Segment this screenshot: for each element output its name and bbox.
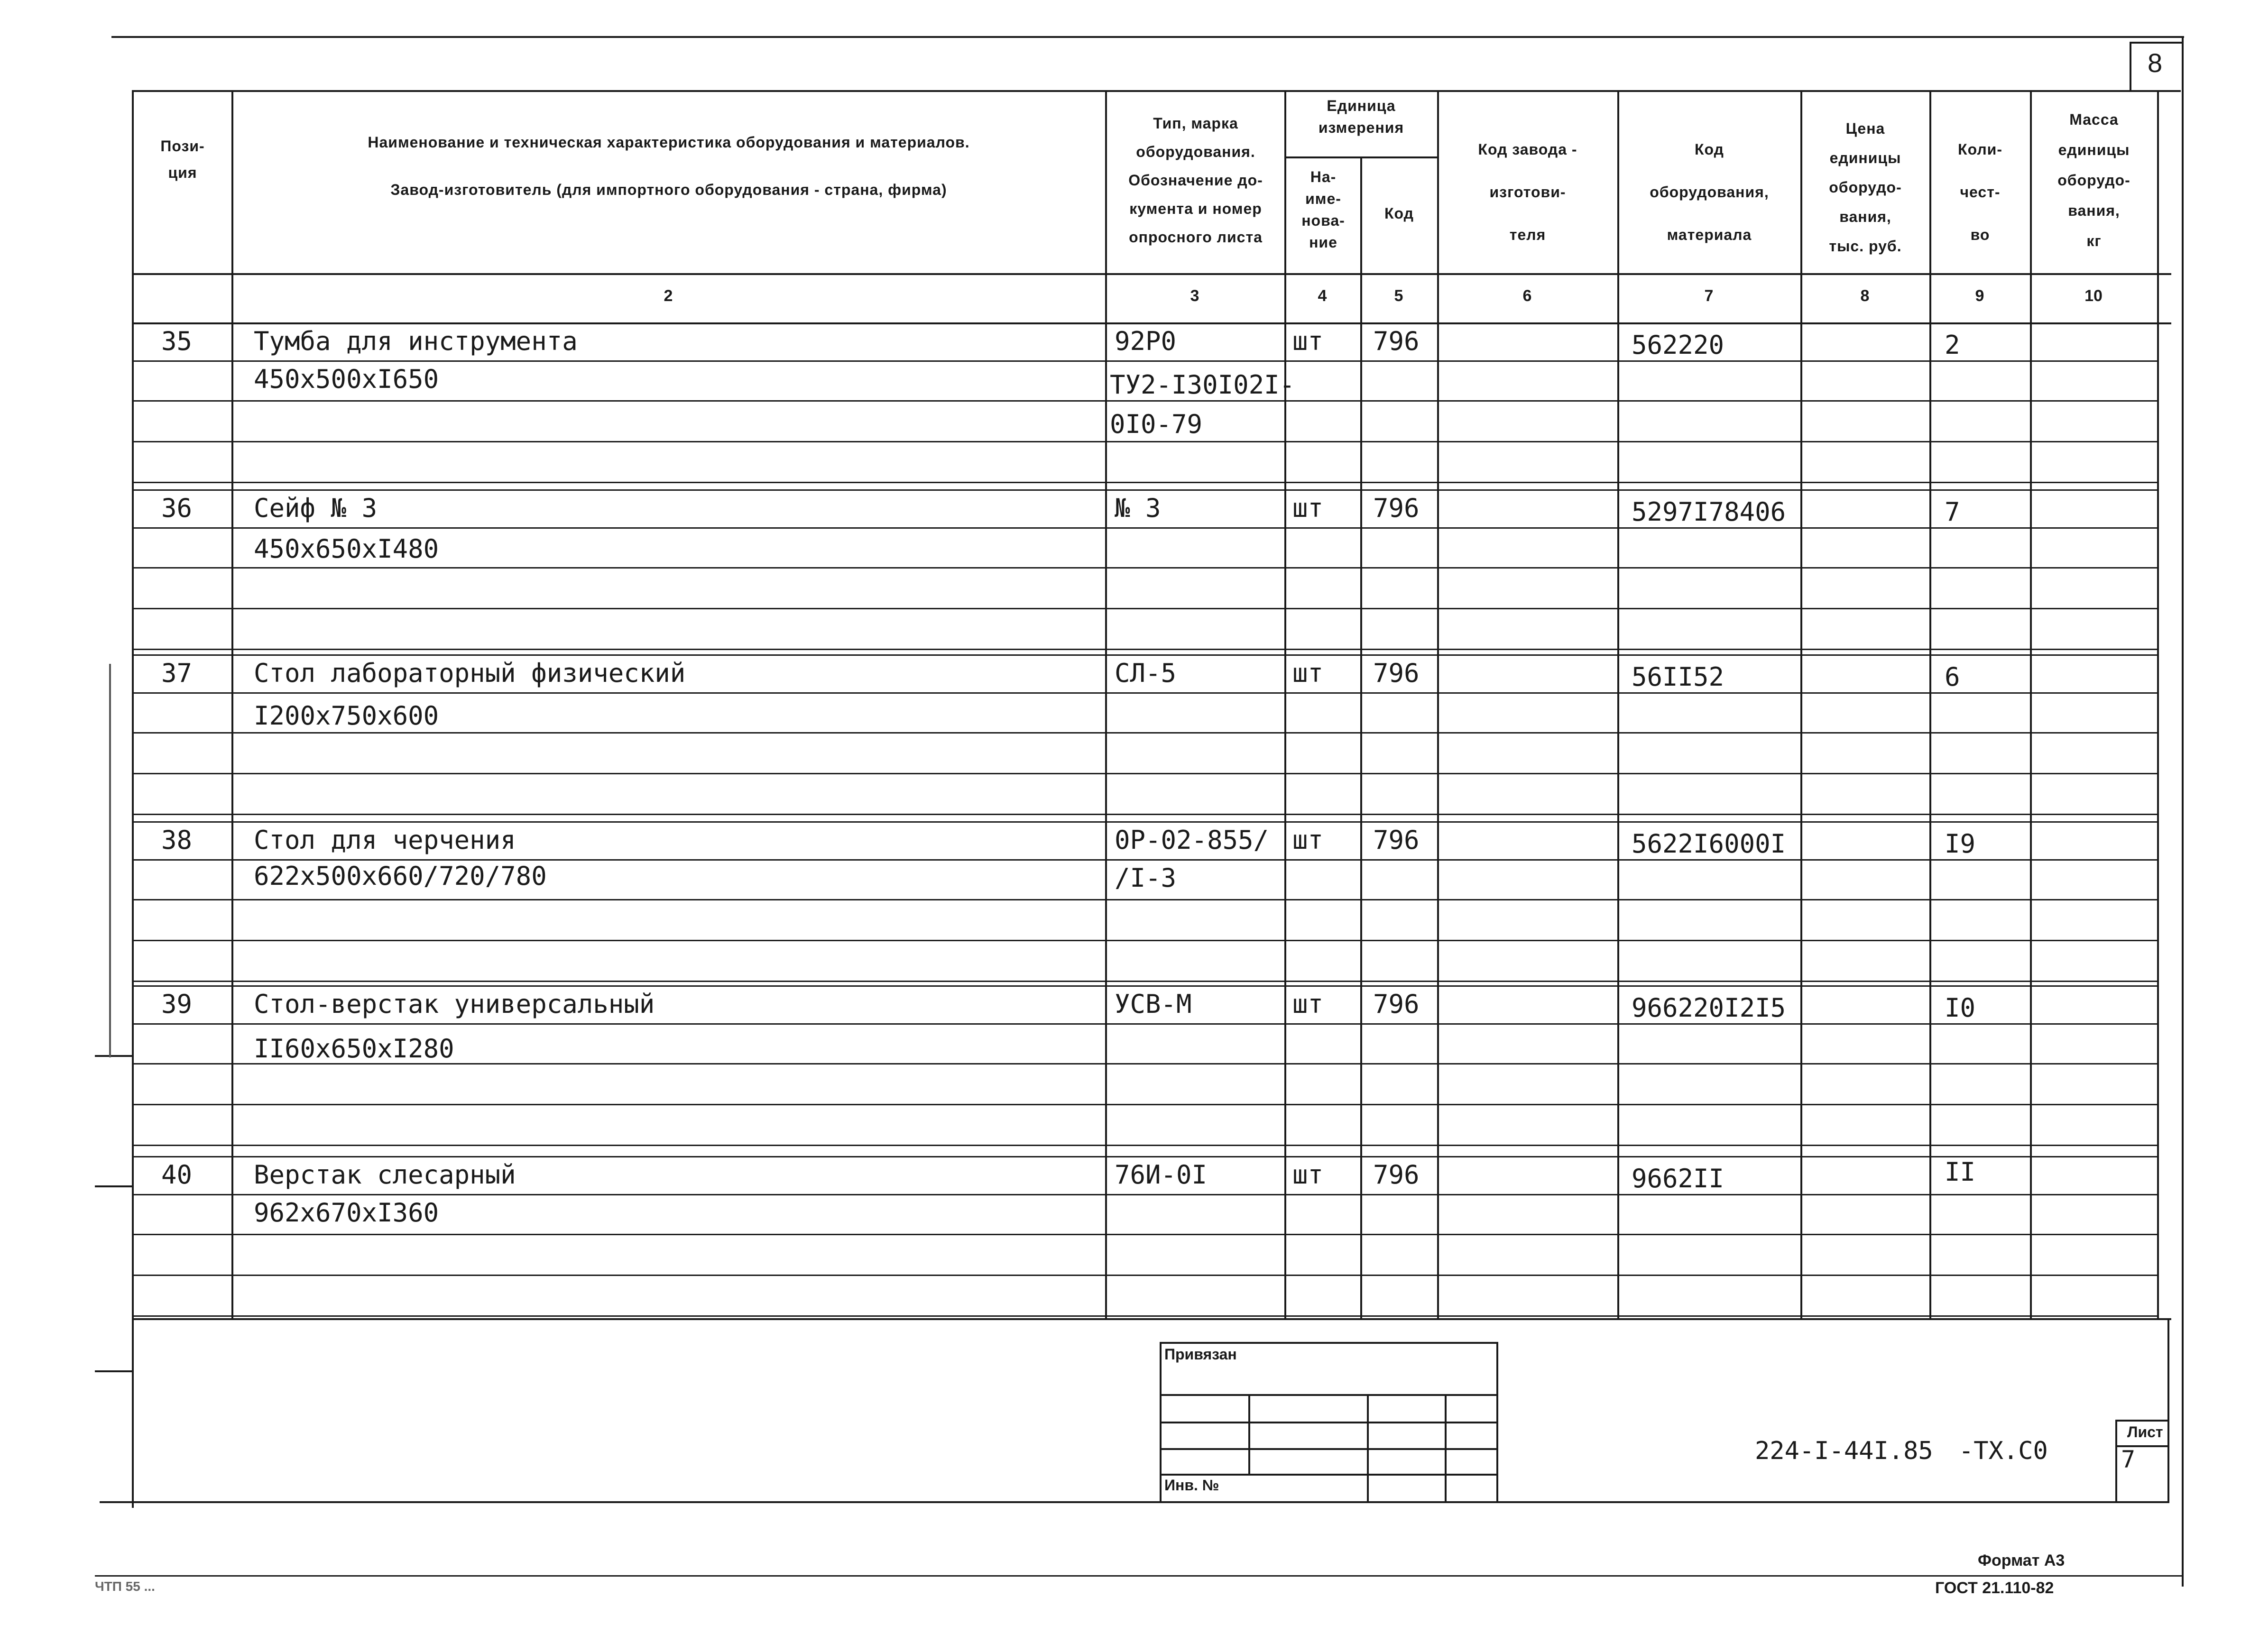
row-unit: шт <box>1292 326 1324 356</box>
col-line-4 <box>1360 156 1362 1318</box>
colnum-3: 3 <box>1190 287 1199 305</box>
row-quantity: II <box>1945 1157 1976 1187</box>
row-separator <box>132 1023 2158 1025</box>
colnum-4: 4 <box>1318 287 1327 305</box>
list-number: 7 <box>2121 1446 2136 1473</box>
header-material-code: Код оборудования, материала <box>1650 141 1769 243</box>
row-dimensions: I200x750x600 <box>254 701 439 731</box>
col-line-7 <box>1800 90 1802 1318</box>
col-line-5 <box>1437 90 1439 1318</box>
row-separator <box>132 692 2158 694</box>
stamp-v3 <box>1445 1394 1447 1501</box>
header-maker-code: Код завода - изготови- теля <box>1478 141 1577 243</box>
row-name: Тумба для инструмента <box>254 326 578 356</box>
row-name: Стол лабораторный физический <box>254 658 686 688</box>
row-separator <box>132 1275 2158 1276</box>
right-frame <box>2182 36 2184 1587</box>
row-unit-code: 796 <box>1373 658 1420 688</box>
header-position: Пози- ция <box>160 138 205 181</box>
page-box-left <box>2130 42 2131 92</box>
row-type-doc-2: 0I0-79 <box>1110 409 1203 439</box>
row-unit: шт <box>1292 493 1324 523</box>
table-left <box>132 90 134 1508</box>
frame-right-lower <box>2167 1318 2169 1503</box>
row-quantity: 7 <box>1945 497 1960 527</box>
col-line-6 <box>1617 90 1619 1318</box>
margin-mark-2 <box>95 1370 133 1372</box>
row-separator <box>132 1104 2158 1105</box>
row-type: № 3 <box>1115 493 1161 523</box>
row-dimensions: 450x500xI650 <box>254 364 439 394</box>
list-box-top <box>2115 1420 2167 1422</box>
row-name: Стол для черчения <box>254 825 516 855</box>
col-line-2 <box>1105 90 1107 1318</box>
row-material-code: 562220 <box>1632 330 1725 360</box>
row-separator <box>132 649 2158 650</box>
frame-bottom <box>100 1501 2169 1503</box>
row-dimensions: 622x500x660/720/780 <box>254 861 547 891</box>
footer-rule <box>95 1575 2182 1577</box>
row-unit-code: 796 <box>1373 326 1420 356</box>
row-type-doc: ТУ2-I30I02I- <box>1110 370 1295 400</box>
stamp-h2 <box>1160 1422 1498 1423</box>
header-unit-code: Код <box>1384 205 1414 222</box>
col-line-9 <box>2030 90 2032 1318</box>
colnum-2: 2 <box>664 287 673 305</box>
stamp-inv-label: Инв. № <box>1164 1477 1219 1494</box>
row-position: 35 <box>161 326 193 356</box>
header-name-line1: Наименование и техническая характеристика оборудования и материалов. <box>368 134 970 151</box>
row-separator <box>132 981 2158 982</box>
row-type: 92P0 <box>1115 326 1177 356</box>
header-type: Тип, марка оборудования. Обозначение до- кумента и номер опросного листа <box>1128 115 1263 246</box>
header-unit-name: На- име- нова- ние <box>1301 168 1345 251</box>
row-type: 0P-02-855/ <box>1115 825 1269 855</box>
row-position: 39 <box>161 989 193 1019</box>
document-suffix: -ТХ.С0 <box>1959 1437 2048 1465</box>
footer-left-stamp: ЧТП 55 ... <box>95 1579 155 1594</box>
row-material-code: 5297I78406 <box>1632 497 1786 527</box>
row-separator <box>132 940 2158 941</box>
document-code: 224-I-44I.85 <box>1755 1437 1933 1465</box>
top-rule <box>111 36 2184 38</box>
gost-label: ГОСТ 21.110-82 <box>1935 1579 2054 1597</box>
stamp-v2 <box>1367 1394 1369 1501</box>
header-mass: Масса единицы оборудо- вания, кг <box>2057 111 2130 249</box>
row-unit: шт <box>1292 989 1324 1019</box>
row-separator <box>132 1145 2158 1146</box>
col-line-1 <box>231 90 233 1318</box>
row-position: 38 <box>161 825 193 855</box>
row-unit-code: 796 <box>1373 989 1420 1019</box>
margin-mark-1 <box>95 1185 133 1187</box>
row-name: Сейф № 3 <box>254 493 378 523</box>
row-separator <box>132 899 2158 900</box>
stamp-privyazan-label: Привязан <box>1164 1346 1237 1363</box>
row-unit: шт <box>1292 658 1324 688</box>
row-quantity: 2 <box>1945 330 1960 360</box>
row-separator <box>132 1315 2158 1317</box>
header-name-line2: Завод-изготовитель (для импортного оборудования - страна, фирма) <box>390 181 947 198</box>
list-label: Лист <box>2127 1423 2163 1441</box>
header-bottom <box>132 273 2171 275</box>
row-position: 40 <box>161 1160 193 1190</box>
row-dimensions: 962x670xI360 <box>254 1198 439 1228</box>
row-unit-code: 796 <box>1373 825 1420 855</box>
row-material-code: 5622I6000I <box>1632 829 1786 859</box>
row-quantity: I9 <box>1945 829 1976 859</box>
header-unit: Единица измерения <box>1318 97 1404 136</box>
header-price: Цена единицы оборудо- вания, тыс. руб. <box>1829 120 1902 255</box>
margin-mark-3 <box>95 1055 133 1057</box>
table-top <box>132 90 2181 92</box>
row-quantity: I0 <box>1945 993 1976 1023</box>
row-dimensions: 450x650xI480 <box>254 534 439 564</box>
format-label: Формат А3 <box>1978 1551 2065 1569</box>
col-line-10 <box>2157 90 2159 1318</box>
row-type: УСВ-М <box>1115 989 1192 1019</box>
colnum-9: 9 <box>1975 287 1984 305</box>
colnum-6: 6 <box>1522 287 1532 305</box>
row-separator <box>132 527 2158 529</box>
row-separator <box>132 608 2158 609</box>
row-material-code: 9662II <box>1632 1164 1725 1193</box>
colnum-5: 5 <box>1394 287 1403 305</box>
row-unit-code: 796 <box>1373 493 1420 523</box>
stamp-v1 <box>1248 1394 1250 1475</box>
row-name: Стол-верстак универсальный <box>254 989 655 1019</box>
col-line-8 <box>1929 90 1931 1318</box>
header-quantity: Коли- чест- во <box>1958 141 2002 243</box>
row-unit: шт <box>1292 825 1324 855</box>
row-position: 37 <box>161 658 193 688</box>
colnum-8: 8 <box>1860 287 1870 305</box>
stamp-h4 <box>1160 1474 1498 1476</box>
row-name: Верстак слесарный <box>254 1160 516 1190</box>
row-separator <box>132 814 2158 815</box>
row-unit: шт <box>1292 1160 1324 1190</box>
row-type-doc: /I-3 <box>1115 863 1177 893</box>
row-type: 76И-0I <box>1115 1160 1208 1190</box>
colnum-10: 10 <box>2084 287 2103 305</box>
row-position: 36 <box>161 493 193 523</box>
row-separator <box>132 1234 2158 1235</box>
margin-binding-line <box>109 664 111 1057</box>
row-dimensions: II60x650xI280 <box>254 1034 454 1064</box>
row-separator <box>132 482 2158 483</box>
row-material-code: 56II52 <box>1632 662 1725 692</box>
colnum-7: 7 <box>1704 287 1714 305</box>
row-unit-code: 796 <box>1373 1160 1420 1190</box>
row-material-code: 966220I2I5 <box>1632 993 1786 1023</box>
table-bottom <box>132 1318 2171 1320</box>
row-quantity: 6 <box>1945 662 1960 692</box>
row-type: СЛ-5 <box>1115 658 1177 688</box>
stamp-top <box>1160 1342 1498 1344</box>
unit-subheader-line <box>1284 156 1437 158</box>
list-box-left <box>2115 1420 2117 1503</box>
stamp-h3 <box>1160 1448 1498 1450</box>
row-separator <box>132 773 2158 774</box>
stamp-h1 <box>1160 1394 1498 1396</box>
page-number: 8 <box>2148 48 2163 78</box>
col-line-3 <box>1284 90 1286 1318</box>
page-box-top <box>2130 42 2182 44</box>
